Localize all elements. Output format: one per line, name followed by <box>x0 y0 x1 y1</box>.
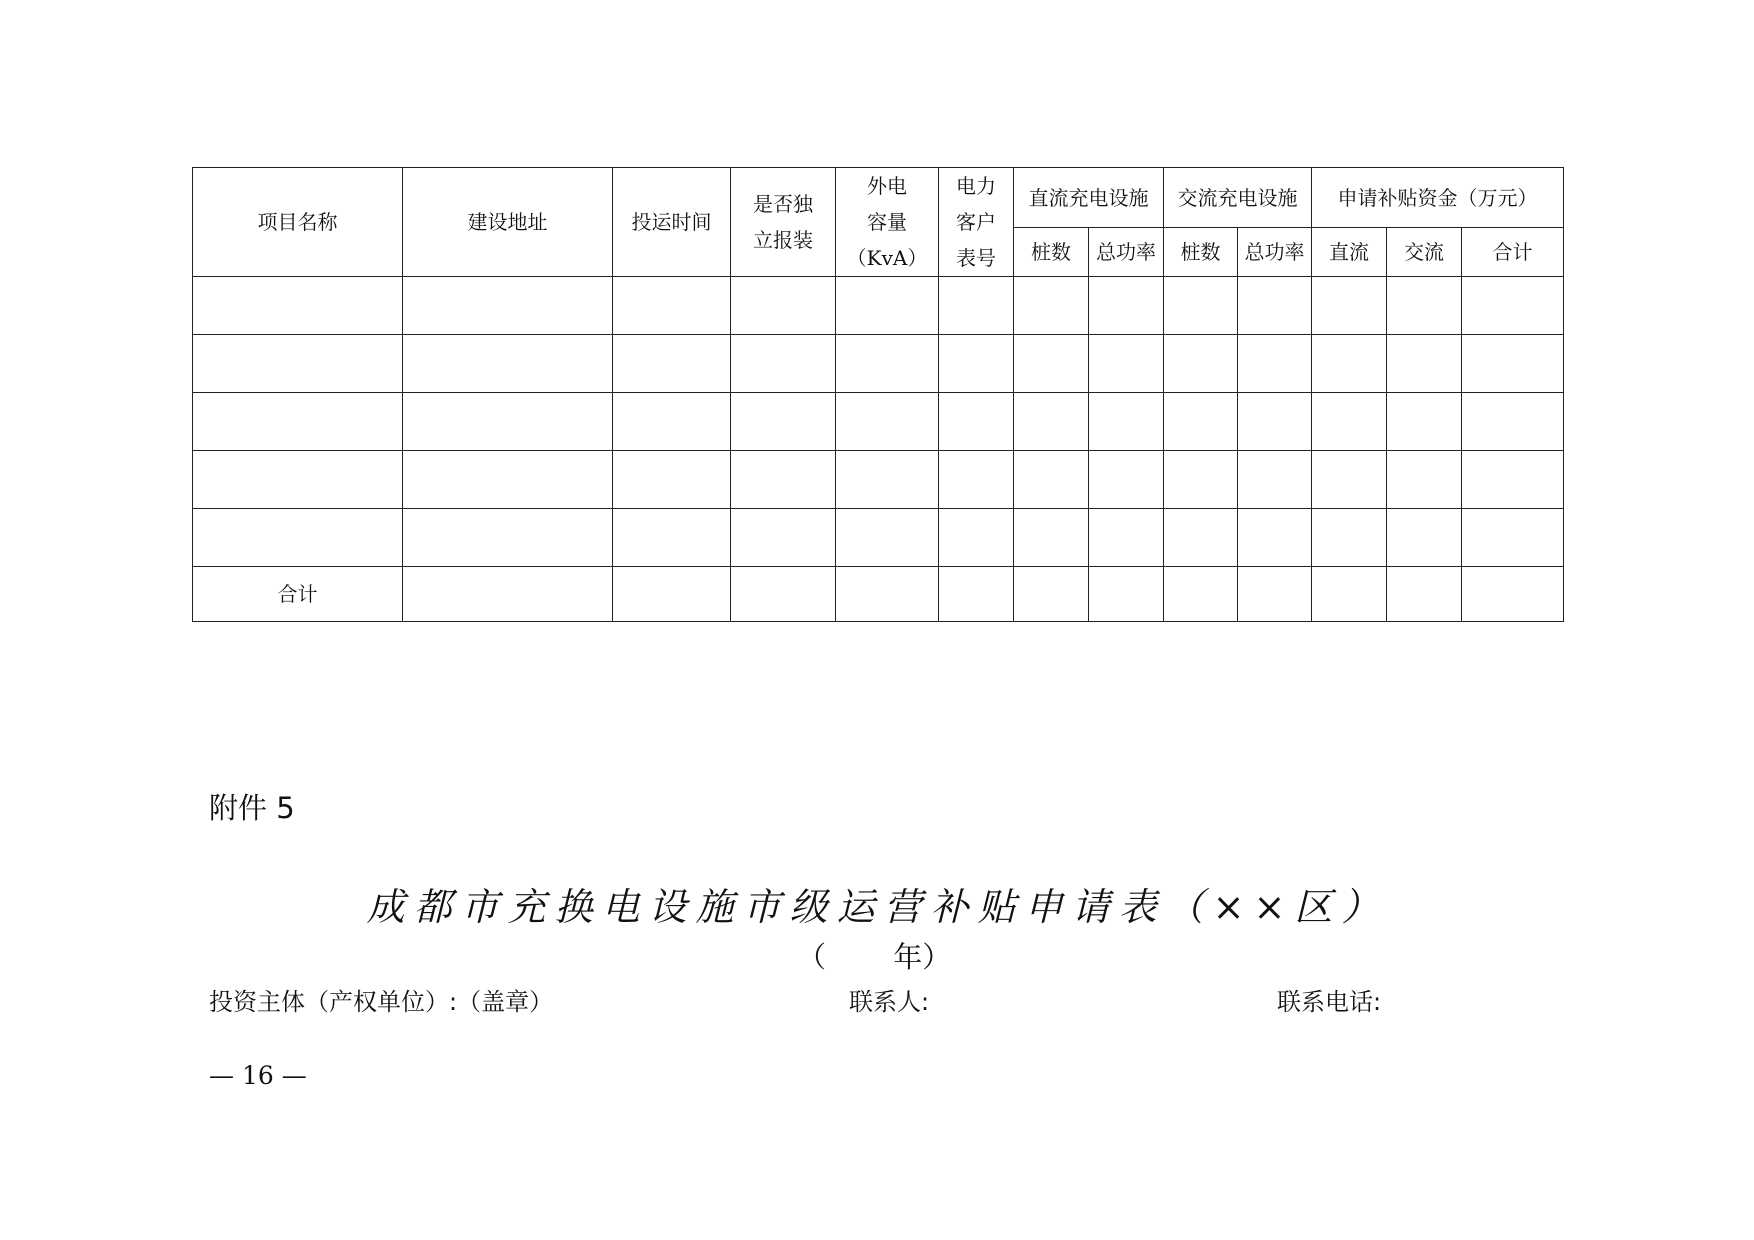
table-cell <box>1164 277 1238 335</box>
table-cell <box>731 277 836 335</box>
header-customer-line3: 表号 <box>956 246 996 270</box>
table-cell <box>731 335 836 393</box>
header-project-name: 项目名称 <box>193 168 403 277</box>
table-cell <box>1014 393 1089 451</box>
table-cell <box>1387 451 1462 509</box>
table-total-row <box>193 567 1564 622</box>
header-customer-line1: 电力 <box>956 174 996 198</box>
subsidy-table <box>192 167 1564 622</box>
form-year: （ 年） <box>797 940 952 974</box>
table-cell <box>1238 451 1312 509</box>
table-cell <box>1164 509 1238 567</box>
table-cell <box>1089 509 1164 567</box>
table-cell <box>1312 335 1387 393</box>
table-cell <box>731 567 836 622</box>
table-cell <box>403 509 613 567</box>
table-cell <box>1089 393 1164 451</box>
header-customer-line2: 客户 <box>956 210 996 234</box>
page-number: — 16 — <box>209 1061 307 1090</box>
table-cell <box>403 393 613 451</box>
header-address: 建设地址 <box>403 168 613 277</box>
table-cell <box>1014 509 1089 567</box>
header-independent-line1: 是否独 <box>753 192 813 216</box>
table-cell <box>1462 509 1564 567</box>
table-row <box>193 509 1564 567</box>
table-cell <box>1089 277 1164 335</box>
header-customer-meter-no <box>939 168 1014 277</box>
table-cell <box>1312 567 1387 622</box>
form-title: 成都市充换电设施市级运营补贴申请表（××区） <box>366 885 1389 929</box>
table-cell <box>1312 393 1387 451</box>
table-cell <box>1312 277 1387 335</box>
table-cell <box>403 277 613 335</box>
table-cell <box>1014 451 1089 509</box>
table-cell <box>613 393 731 451</box>
header-operation-time: 投运时间 <box>613 168 731 277</box>
table-row <box>193 277 1564 335</box>
header-subsidy-funds: 申请补贴资金（万元） <box>1312 168 1564 228</box>
table-cell <box>1238 567 1312 622</box>
table-cell <box>193 451 403 509</box>
header-dc-pile-count: 桩数 <box>1014 228 1089 277</box>
table-cell <box>836 567 939 622</box>
table-cell <box>836 277 939 335</box>
header-dc-total-power: 总功率 <box>1089 228 1164 277</box>
table-cell <box>836 509 939 567</box>
table-cell <box>1164 567 1238 622</box>
annex-label: 附件 5 <box>209 791 295 825</box>
table-cell <box>613 335 731 393</box>
table-cell <box>193 335 403 393</box>
table-cell <box>731 451 836 509</box>
table-cell <box>613 277 731 335</box>
table-cell <box>1014 277 1089 335</box>
table-cell <box>1462 277 1564 335</box>
table-cell <box>1089 451 1164 509</box>
table-cell <box>731 509 836 567</box>
table-cell <box>1462 567 1564 622</box>
total-row-label: 合计 <box>193 567 403 622</box>
contact-phone-label: 联系电话: <box>1277 988 1382 1016</box>
table-cell <box>613 509 731 567</box>
header-subsidy-total: 合计 <box>1462 228 1564 277</box>
table-cell <box>1387 393 1462 451</box>
table-cell <box>1387 335 1462 393</box>
table-cell <box>1462 393 1564 451</box>
table-cell <box>939 393 1014 451</box>
header-subsidy-dc: 直流 <box>1312 228 1387 277</box>
header-capacity-line3: （KvA） <box>846 246 928 270</box>
table-cell <box>403 335 613 393</box>
investor-label: 投资主体（产权单位）:（盖章） <box>209 988 554 1016</box>
table-cell <box>613 451 731 509</box>
table-row <box>193 393 1564 451</box>
table-cell <box>939 335 1014 393</box>
header-capacity-line2: 容量 <box>867 210 907 234</box>
table-cell <box>939 451 1014 509</box>
table-cell <box>1014 567 1089 622</box>
table-cell <box>836 335 939 393</box>
table-cell <box>836 451 939 509</box>
table-row <box>193 451 1564 509</box>
table-cell <box>1312 451 1387 509</box>
table-cell <box>193 277 403 335</box>
table-cell <box>1014 335 1089 393</box>
table-cell <box>1238 509 1312 567</box>
header-subsidy-ac: 交流 <box>1387 228 1462 277</box>
table-cell <box>403 567 613 622</box>
table-cell <box>939 567 1014 622</box>
contact-person-label: 联系人: <box>849 988 930 1016</box>
header-independent-line2: 立报装 <box>753 228 813 252</box>
header-dc-facilities: 直流充电设施 <box>1014 168 1164 228</box>
table-cell <box>939 277 1014 335</box>
table-cell <box>403 451 613 509</box>
table-cell <box>1238 335 1312 393</box>
table-cell <box>1387 567 1462 622</box>
header-ac-pile-count: 桩数 <box>1164 228 1238 277</box>
table-cell <box>939 509 1014 567</box>
table-cell <box>193 509 403 567</box>
table-cell <box>1312 509 1387 567</box>
header-ac-facilities: 交流充电设施 <box>1164 168 1312 228</box>
table-row <box>193 335 1564 393</box>
header-external-capacity <box>836 168 939 277</box>
table-cell <box>1164 451 1238 509</box>
table-cell <box>836 393 939 451</box>
table-cell <box>1164 335 1238 393</box>
table-cell <box>193 393 403 451</box>
table-cell <box>1164 393 1238 451</box>
table-cell <box>1387 277 1462 335</box>
table-cell <box>1238 393 1312 451</box>
header-capacity-line1: 外电 <box>867 174 907 198</box>
table-cell <box>1089 335 1164 393</box>
table-cell <box>1462 451 1564 509</box>
table-cell <box>1462 335 1564 393</box>
table-cell <box>1238 277 1312 335</box>
header-ac-total-power: 总功率 <box>1238 228 1312 277</box>
table-cell <box>613 567 731 622</box>
header-independent-meter <box>731 168 836 277</box>
table-cell <box>731 393 836 451</box>
table-cell <box>1089 567 1164 622</box>
table-cell <box>1387 509 1462 567</box>
